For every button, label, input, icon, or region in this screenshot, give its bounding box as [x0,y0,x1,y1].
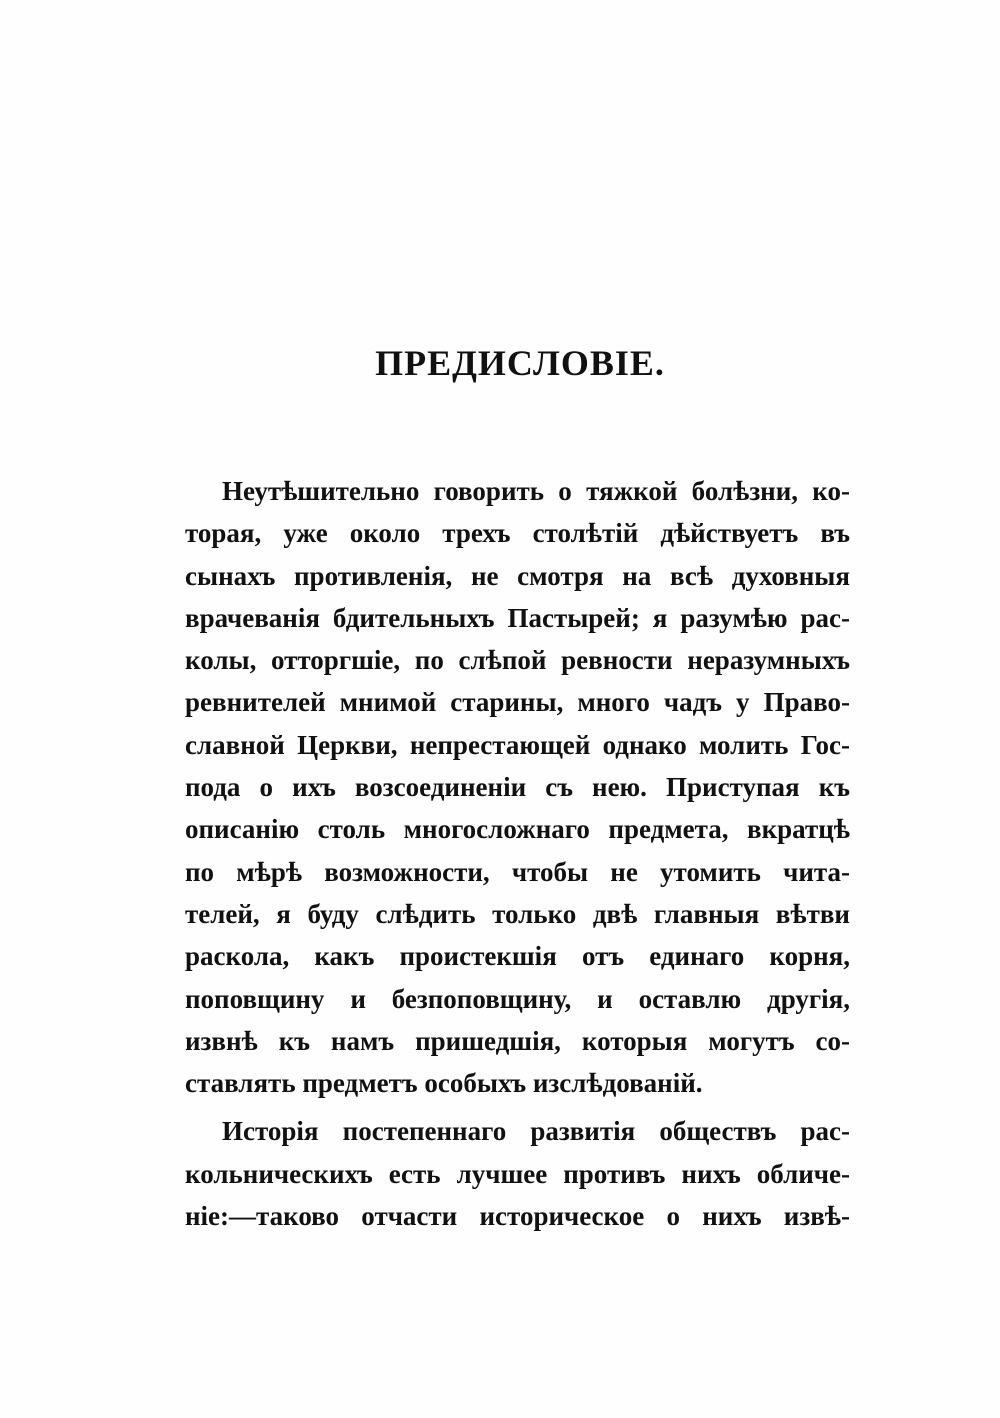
text-line: по мѣрѣ возможности, чтобы не утомить чита- [185,856,850,887]
text-line: поповщину и безпоповщину, и оставлю другія, [185,983,850,1014]
text-line: Неутѣшительно говорить о тяжкой болѣзни, ко- [222,476,850,506]
page-body [185,470,850,1237]
text-line: торая, уже около трехъ столѣтій дѣйствуетъ въ [185,518,850,549]
paragraph-2 [185,1110,850,1237]
text-line: колы, отторгшіе, по слѣпой ревности неразумныхъ [185,645,850,676]
text-line: телей, я буду слѣдить только двѣ главныя вѣтви [185,898,850,929]
text-line: славной Церкви, непрестающей однако молить Гос- [185,729,850,760]
page-title: ПРЕДИСЛОВІЕ. [375,343,665,383]
text-line: ніе:—таково отчасти историческое о нихъ извѣ- [185,1201,850,1232]
text-line: извнѣ къ намъ пришедшія, которыя могутъ со- [185,1025,850,1056]
paragraph-1 [185,470,850,1104]
text-line: описанію столь многосложнаго предмета, вкратцѣ [185,814,850,845]
text-line: врачеванія бдительныхъ Пастырей; я разумѣю рас- [185,602,850,633]
text-line: раскола, какъ проистекшія отъ единаго корня, [185,941,850,972]
text-line: Исторія постепеннаго развитія обществъ рас- [222,1116,850,1147]
text-line: ревнителей мнимой старины, много чадъ у Право- [185,687,850,718]
text-line: ставлять предметъ особыхъ изслѣдованій. [185,1068,703,1099]
text-line: пода о ихъ возсоединеніи съ нею. Приступая къ [185,772,850,803]
text-line: кольническихъ есть лучшее противъ нихъ обличе- [185,1158,850,1189]
text-line: сынахъ противленія, не смотря на всѣ духовныя [185,560,850,591]
